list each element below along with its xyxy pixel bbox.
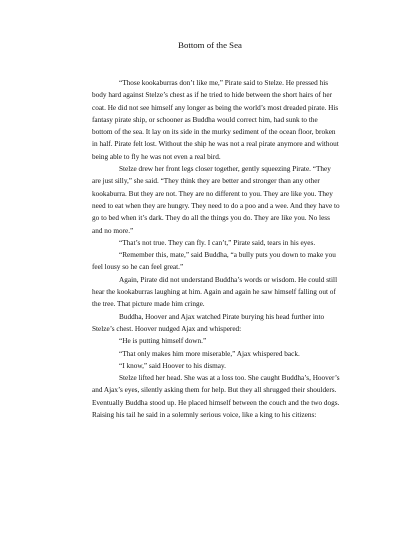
paragraph-8: “That only makes him more miserable,” Ajax whispered back.: [119, 349, 300, 358]
paragraph-2: Stelze drew her front legs closer together, gently squeezing Pirate. “They are just silly,” she said. “They think they are better and stronger than any other kookaburra. But they are not. They are no different to you. They are like you. They need to eat when they are hungry. They need to do a poo and a wee. And they have to go to bed when it’s dark. They do all the things you do. They are like you. No less and no more.”: [92, 165, 340, 235]
paragraph-6: Buddha, Hoover and Ajax watched Pirate burying his head further into Stelze’s chest. Hoover nudged Ajax and whispered:: [92, 312, 325, 333]
paragraph-5: Again, Pirate did not understand Buddha’s words or wisdom. He could still hear the kookaburras laughing at him. Again and again he saw himself falling out of the tree. That picture made him cringe.: [92, 275, 338, 309]
paragraph-7: “He is putting himself down.”: [119, 337, 207, 346]
paragraph-9: “I know,” said Hoover to his dismay.: [119, 361, 226, 370]
paragraph-1: “Those kookaburras don’t like me,” Pirate said to Stelze. He pressed his body hard against Stelze’s chest as if he tried to hide between the short hairs of her coat. He did not see himself any longer as being the world’s most dreaded pirate. His fantasy pirate ship, or schooner as Buddha would correct him, had sunk to the bottom of the sea. It lay on its side in the murky sediment of the ocean floor, broken in half. Pirate felt lost. Without the ship he was not a real pirate anymore and without being able to fly he was not even a real bird.: [92, 79, 339, 161]
paragraph-3: “That’s not true. They can fly. I can’t,” Pirate said, tears in his eyes.: [119, 238, 316, 247]
paragraph-10: Stelze lifted her head. She was at a loss too. She caught Buddha’s, Hoover’s and Ajax’s eyes, silently asking them for help. But they all shrugged their shoulders. Eventually Buddha stood up. He placed himself between the couch and the two dogs. Raising his tail he said in a solemnly serious voice, like a king to his citizens:: [92, 374, 340, 420]
body-text: [92, 77, 340, 421]
paragraph-4: “Remember this, mate,” said Buddha, “a bully puts you down to make you feel lousy so he can feel great.”: [92, 251, 336, 272]
page-title: Bottom of the Sea: [178, 40, 242, 50]
